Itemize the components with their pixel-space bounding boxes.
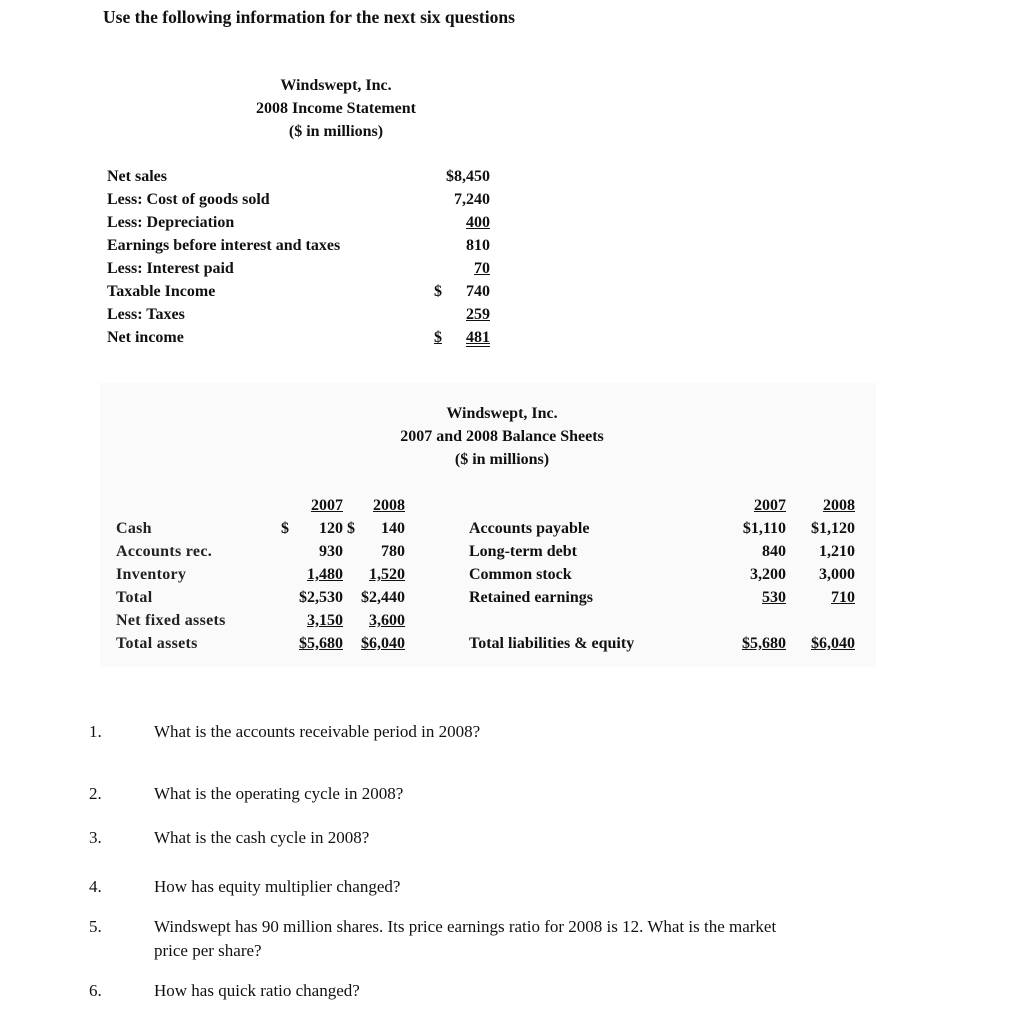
year-header-2007: 2007 <box>311 497 343 514</box>
is-value-depreciation: 400 <box>466 214 490 231</box>
assets-labels <box>116 517 226 655</box>
is-label-net-income: Net income <box>107 329 184 346</box>
long-term-debt-2008: 1,210 <box>819 543 855 560</box>
bs-spacer <box>724 609 786 632</box>
total-current-2008: $2,440 <box>361 589 405 606</box>
liabilities-labels <box>469 517 634 655</box>
is-label-interest: Less: Interest paid <box>107 260 234 277</box>
question-number-6: 6. <box>89 981 102 1000</box>
inventory-2007: 1,480 <box>307 566 343 583</box>
total-current-2007: $2,530 <box>299 589 343 606</box>
bs-spacer <box>469 609 634 632</box>
bs-label-accounts-rec: Accounts rec. <box>116 543 213 560</box>
is-row-taxable-income <box>422 280 490 303</box>
is-value-cogs: 7,240 <box>454 191 490 208</box>
question-number-4: 4. <box>89 877 102 896</box>
bs-label-cash: Cash <box>116 520 152 537</box>
dollar-sign: $ <box>281 520 289 537</box>
dollar-sign: $ <box>434 329 442 346</box>
instructions-heading: Use the following information for the next six questions <box>103 7 515 27</box>
total-liabilities-equity-2007: $5,680 <box>742 635 786 652</box>
statement-name: 2008 Income Statement <box>256 100 416 117</box>
inventory-2008: 1,520 <box>369 566 405 583</box>
question-text-4: How has equity multiplier changed? <box>154 877 401 896</box>
bs-label-total-current: Total <box>116 589 153 606</box>
bs-label-inventory: Inventory <box>116 566 187 583</box>
company-name: Windswept, Inc. <box>280 77 392 94</box>
question-text-6: How has quick ratio changed? <box>154 981 360 1000</box>
is-value-net-income: 481 <box>466 329 490 346</box>
question-text-3: What is the cash cycle in 2008? <box>154 828 370 847</box>
cash-2008-value: 140 <box>381 520 405 537</box>
company-name: Windswept, Inc. <box>446 405 558 422</box>
bs-spacer <box>790 609 855 632</box>
year-header-2008: 2008 <box>823 497 855 514</box>
cash-2007 <box>276 517 343 540</box>
total-assets-2007: $5,680 <box>299 635 343 652</box>
income-statement-title <box>196 74 476 143</box>
question-number-5: 5. <box>89 917 102 936</box>
assets-2008-column <box>345 494 405 655</box>
long-term-debt-2007: 840 <box>762 543 786 560</box>
is-label-taxable-income: Taxable Income <box>107 283 216 300</box>
is-value-ebit: 810 <box>466 237 490 254</box>
question-text-5-line-1: Windswept has 90 million shares. Its price earnings ratio for 2008 is 12. What is the market <box>154 917 777 936</box>
bs-label-long-term-debt: Long-term debt <box>469 543 577 560</box>
balance-sheet-title <box>352 402 652 471</box>
cash-2008 <box>345 517 405 540</box>
dollar-sign: $ <box>434 283 442 300</box>
question-text-5-line-2: price per share? <box>154 941 262 960</box>
net-fixed-assets-2007: 3,150 <box>307 612 343 629</box>
bs-label-total-liabilities-equity: Total liabilities & equity <box>469 635 635 652</box>
is-value-taxable-income: 740 <box>466 283 490 300</box>
accounts-payable-2007: $1,110 <box>742 520 786 537</box>
bs-label-common-stock: Common stock <box>469 566 572 583</box>
units-note: ($ in millions) <box>288 123 384 140</box>
is-label-net-sales: Net sales <box>107 168 167 185</box>
is-label-depreciation: Less: Depreciation <box>107 214 235 231</box>
year-header-2008: 2008 <box>373 497 405 514</box>
cash-2007-value: 120 <box>319 520 343 537</box>
year-header-2007: 2007 <box>754 497 786 514</box>
is-value-taxes: 259 <box>466 306 490 323</box>
bs-label-retained-earnings: Retained earnings <box>469 589 593 606</box>
retained-earnings-2007: 530 <box>762 589 786 606</box>
is-value-net-sales: $8,450 <box>446 168 490 185</box>
assets-2007-column <box>276 494 343 655</box>
is-label-taxes: Less: Taxes <box>107 306 185 323</box>
accounts-payable-2008: $1,120 <box>811 520 855 537</box>
net-fixed-assets-2008: 3,600 <box>369 612 405 629</box>
liabilities-2008-column <box>790 494 855 655</box>
bs-label-accounts-payable: Accounts payable <box>469 520 590 537</box>
liabilities-2007-column <box>724 494 786 655</box>
bs-label-total-assets: Total assets <box>116 635 198 652</box>
income-statement-labels <box>107 165 340 349</box>
question-text-2: What is the operating cycle in 2008? <box>154 784 404 803</box>
question-text-1: What is the accounts receivable period in 2008? <box>154 722 481 741</box>
units-note: ($ in millions) <box>454 451 550 468</box>
is-label-cogs: Less: Cost of goods sold <box>107 191 270 208</box>
accounts-rec-2008: 780 <box>381 543 405 560</box>
retained-earnings-2008: 710 <box>831 589 855 606</box>
dollar-sign: $ <box>347 520 355 537</box>
is-label-ebit: Earnings before interest and taxes <box>107 237 341 254</box>
common-stock-2008: 3,000 <box>819 566 855 583</box>
accounts-rec-2007: 930 <box>319 543 343 560</box>
income-statement-values <box>422 165 490 349</box>
common-stock-2007: 3,200 <box>750 566 786 583</box>
total-liabilities-equity-2008: $6,040 <box>811 635 855 652</box>
statement-name: 2007 and 2008 Balance Sheets <box>400 428 604 445</box>
is-value-interest: 70 <box>474 260 490 277</box>
question-number-1: 1. <box>89 722 102 741</box>
question-number-2: 2. <box>89 784 102 803</box>
bs-label-net-fixed-assets: Net fixed assets <box>116 612 226 629</box>
total-assets-2008: $6,040 <box>361 635 405 652</box>
is-row-net-income <box>422 326 490 349</box>
question-number-3: 3. <box>89 828 102 847</box>
